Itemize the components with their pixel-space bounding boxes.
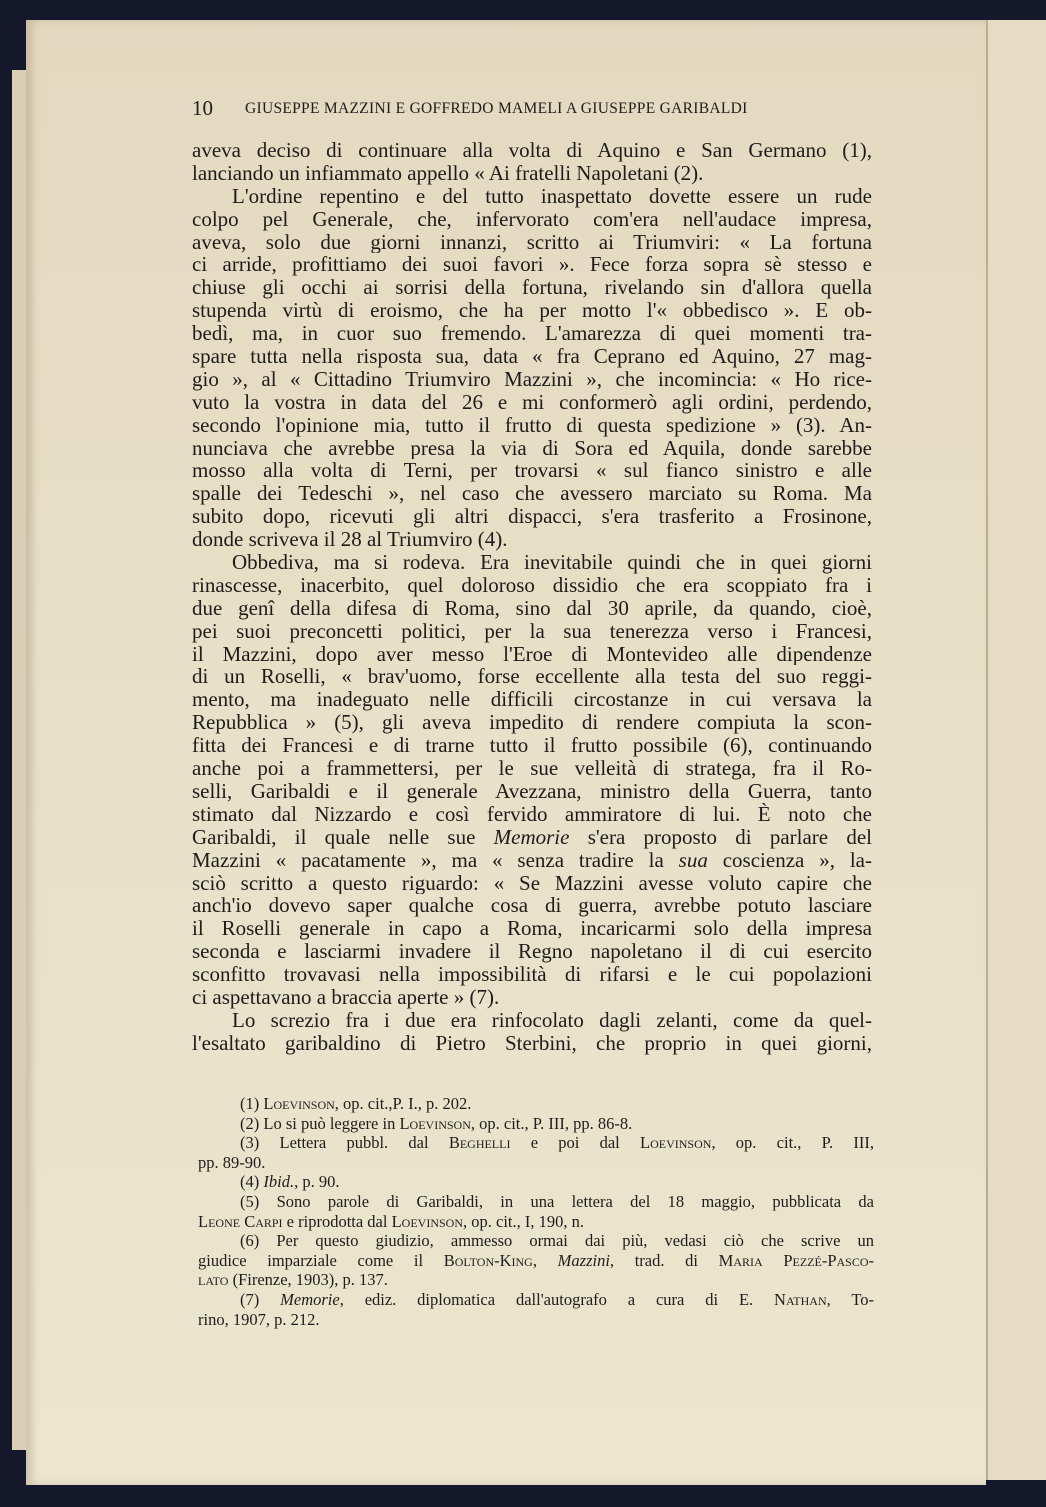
page-header bbox=[192, 96, 822, 120]
text-segment: Lo screzio fra i due era rinfocolato dagli zelanti, come da quel- bbox=[232, 1008, 872, 1032]
text-line bbox=[192, 185, 872, 208]
text-line bbox=[192, 345, 872, 368]
text-segment: seconda e lasciarmi invadere il Regno napoletano il di cui esercito bbox=[192, 940, 872, 964]
text-line bbox=[192, 917, 872, 940]
text-line bbox=[192, 574, 872, 597]
footnote-line bbox=[198, 1212, 874, 1232]
footnote-line bbox=[198, 1114, 874, 1134]
small-caps-name: Nathan bbox=[774, 1289, 827, 1309]
text-line bbox=[192, 276, 872, 299]
text-line bbox=[192, 940, 872, 963]
footnote-line bbox=[198, 1172, 874, 1192]
footnote-line bbox=[198, 1192, 874, 1212]
text-segment: mento, ma inadeguato nelle difficili circostanze in cui versava la bbox=[192, 688, 872, 712]
text-line bbox=[192, 688, 872, 711]
text-line bbox=[192, 826, 872, 849]
text-segment: (6) Per questo giudizio, ammesso ormai dai più, vedasi ciò che scrive un bbox=[240, 1231, 874, 1251]
text-line bbox=[192, 803, 872, 826]
text-segment: aveva deciso di continuare alla volta di Aquino e San Germano (1), bbox=[192, 139, 872, 162]
text-line bbox=[192, 780, 872, 803]
text-line bbox=[192, 757, 872, 780]
text-segment: , trad. di bbox=[609, 1250, 719, 1270]
text-segment: , bbox=[532, 1250, 558, 1270]
text-line bbox=[192, 322, 872, 345]
text-segment: rinascesse, inacerbito, quel doloroso dissidio che era scoppiato fra i bbox=[192, 573, 872, 597]
small-caps-name: Loevinson bbox=[391, 1211, 464, 1231]
text-segment: due genî della difesa di Roma, sino dal 30 aprile, da quando, cioè, bbox=[192, 596, 872, 620]
text-segment: , op. cit., P. III, pp. 86-8. bbox=[470, 1113, 633, 1133]
text-segment: (5) Sono parole di Garibaldi, in una lettera del 18 maggio, pubblicata da bbox=[240, 1191, 874, 1211]
small-caps-name: Leone Carpi bbox=[198, 1211, 283, 1231]
text-segment: colpo pel Generale, che, infervorato com'era nell'audace impresa, bbox=[192, 207, 872, 231]
text-segment: ci arride, profittiamo dei suoi favori ». Fece forza sopra sè stesso e bbox=[192, 253, 872, 277]
text-segment: bedì, ma, in cuor suo fremendo. L'amarezza di quei momenti tra- bbox=[192, 322, 872, 346]
text-segment: sciò scritto a questo riguardo: « Se Mazzini avesse voluto capire che bbox=[192, 871, 872, 895]
text-segment: mosso alla volta di Terni, per trovarsi « sul fianco sinistro e alle bbox=[192, 459, 872, 483]
text-line bbox=[192, 437, 872, 460]
text-segment: (4) bbox=[240, 1172, 264, 1192]
text-segment: e riprodotta dal bbox=[282, 1211, 392, 1231]
text-segment: Repubblica » (5), gli aveva impedito di rendere compiuta la scon- bbox=[192, 711, 872, 735]
text-segment: il Mazzini, dopo aver messo l'Eroe di Montevideo alle dipendenze bbox=[192, 642, 872, 666]
text-segment: , op. cit., P. III, bbox=[711, 1133, 874, 1153]
text-line bbox=[192, 482, 872, 505]
text-line bbox=[192, 665, 872, 688]
text-segment: subito dopo, ricevuti gli altri dispacci, s'era trasferito a Frosinone, bbox=[192, 505, 872, 529]
italic-text: Memorie bbox=[493, 825, 570, 849]
footnote-line bbox=[198, 1270, 874, 1290]
text-line bbox=[192, 597, 872, 620]
text-segment: anch'io dovevo saper qualche cosa di guerra, avrebbe potuto lasciare bbox=[192, 894, 872, 918]
text-line bbox=[192, 1009, 872, 1032]
text-segment: L'ordine repentino e del tutto inaspettato dovette essere un rude bbox=[232, 184, 872, 208]
text-segment: ci aspettavano a braccia aperte » (7). bbox=[192, 985, 500, 1009]
text-line bbox=[192, 208, 872, 231]
text-segment: , p. 90. bbox=[294, 1172, 340, 1192]
text-segment: sconfitto trovavasi nella impossibilità di rifarsi e le cui popolazioni bbox=[192, 963, 872, 986]
text-segment: (3) Lettera pubbl. dal bbox=[240, 1133, 449, 1153]
small-caps-name: Loevinson bbox=[399, 1113, 471, 1133]
italic-text: Mazzini bbox=[557, 1250, 610, 1270]
text-segment: giudice imparziale come il bbox=[198, 1250, 444, 1270]
text-line bbox=[192, 459, 872, 482]
small-caps-name: Beghelli bbox=[448, 1133, 511, 1153]
text-segment: (Firenze, 1903), p. 137. bbox=[228, 1270, 388, 1290]
text-line bbox=[192, 299, 872, 322]
text-line bbox=[192, 643, 872, 666]
text-segment: , op. cit., I, 190, n. bbox=[463, 1211, 585, 1231]
text-segment: aveva, solo due giorni innanzi, scritto ai Triumviri: « La fortuna bbox=[192, 230, 872, 254]
footnote-line bbox=[198, 1231, 874, 1251]
text-segment: , op. cit.,P. I., p. 202. bbox=[334, 1094, 472, 1113]
italic-text: sua bbox=[678, 848, 708, 872]
text-segment: di un Roselli, « brav'uomo, forse eccellente alla testa del suo reggi- bbox=[192, 665, 872, 689]
small-caps-name: Loevinson bbox=[640, 1133, 712, 1153]
footnote-line bbox=[198, 1290, 874, 1310]
text-segment: (1) bbox=[240, 1094, 264, 1113]
text-segment: spalle dei Tedeschi », nel caso che avessero marciato su Roma. Ma bbox=[192, 482, 872, 506]
text-segment: gio », al « Cittadino Triumviro Mazzini », che incomincia: « Ho rice- bbox=[192, 367, 872, 391]
text-line bbox=[192, 986, 872, 1009]
text-segment: secondo l'opinione mia, tutto il frutto di questa spedizione » (3). An- bbox=[192, 413, 872, 437]
text-segment: nunciava che avrebbe presa la via di Sora ed Aquila, donde sarebbe bbox=[192, 436, 872, 460]
text-segment: pp. 89-90. bbox=[198, 1152, 266, 1172]
text-segment: coscienza », la- bbox=[707, 848, 872, 872]
text-segment: Mazzini « pacatamente », ma « senza tradire la bbox=[192, 848, 679, 872]
text-line bbox=[192, 963, 872, 986]
body-text bbox=[192, 139, 872, 1055]
adjacent-page bbox=[986, 20, 1046, 1480]
text-line bbox=[192, 368, 872, 391]
text-segment: fitta dei Francesi e di trarne tutto il frutto possibile (6), continuando bbox=[192, 734, 872, 758]
text-segment: s'era proposto di parlare del bbox=[569, 825, 872, 849]
small-caps-name: lato bbox=[198, 1270, 229, 1290]
text-line bbox=[192, 528, 872, 551]
text-line bbox=[192, 551, 872, 574]
text-line bbox=[192, 253, 872, 276]
italic-text: Memorie bbox=[280, 1289, 340, 1309]
text-segment: l'esaltato garibaldino di Pietro Sterbini, che proprio in quei giorni, bbox=[192, 1031, 872, 1055]
text-segment: rino, 1907, p. 212. bbox=[198, 1309, 320, 1329]
text-segment: anche poi a frammettersi, per le sue velleità di stratega, fra il Ro- bbox=[192, 757, 872, 780]
text-segment: (2) Lo si può leggere in bbox=[240, 1113, 400, 1133]
running-head: GIUSEPPE MAZZINI E GOFFREDO MAMELI A GIUSEPPE GARIBALDI bbox=[245, 100, 748, 117]
text-segment: spare tutta nella risposta sua, data « fra Ceprano ed Aquino, 27 mag- bbox=[192, 345, 872, 368]
text-segment: il Roselli generale in capo a Roma, incaricarmi solo della impresa bbox=[192, 917, 872, 941]
text-line bbox=[192, 414, 872, 437]
text-line bbox=[192, 391, 872, 414]
text-line bbox=[192, 505, 872, 528]
italic-text: Ibid. bbox=[263, 1172, 295, 1192]
text-line bbox=[192, 872, 872, 895]
page-number: 10 bbox=[192, 96, 213, 120]
text-segment: selli, Garibaldi e il generale Avezzana, ministro della Guerra, tanto bbox=[192, 779, 872, 803]
text-segment: stupenda virtù di eroismo, che ha per motto l'« obbedisco ». E ob- bbox=[192, 299, 872, 323]
text-segment: , ediz. diplomatica dall'autografo a cura di E. bbox=[339, 1289, 775, 1309]
text-line bbox=[192, 162, 872, 185]
footnote-line bbox=[198, 1153, 874, 1173]
small-caps-name: Bolton-King bbox=[443, 1250, 533, 1270]
text-segment: chiuse gli occhi ai sorrisi della fortuna, rivelando sin d'allora quella bbox=[192, 276, 872, 300]
text-line bbox=[192, 1032, 872, 1055]
footnote-line bbox=[198, 1251, 874, 1271]
text-segment: vuto la vostra in data del 26 e mi conformerò agli ordini, perdendo, bbox=[192, 390, 872, 414]
text-segment: lanciando un infiammato appello « Ai fratelli Napoletani (2). bbox=[192, 161, 704, 185]
text-segment: (7) bbox=[240, 1289, 281, 1309]
footnote-line bbox=[198, 1133, 874, 1153]
text-line bbox=[192, 231, 872, 254]
text-segment: Garibaldi, il quale nelle sue bbox=[192, 825, 494, 849]
text-segment: stimato dal Nizzardo e così fervido ammiratore di lui. È noto che bbox=[192, 802, 872, 826]
text-line bbox=[192, 849, 872, 872]
text-segment: e poi dal bbox=[510, 1133, 641, 1153]
text-segment: , To- bbox=[826, 1289, 874, 1309]
text-segment: pei suoi preconcetti politici, per la sua tenerezza verso i Francesi, bbox=[192, 619, 872, 643]
text-segment: donde scriveva il 28 al Triumviro (4). bbox=[192, 528, 508, 552]
small-caps-name: Loevinson bbox=[263, 1094, 335, 1113]
footnotes bbox=[198, 1094, 874, 1329]
text-line bbox=[192, 620, 872, 643]
text-line bbox=[192, 734, 872, 757]
text-line bbox=[192, 139, 872, 162]
footnote-line bbox=[198, 1310, 874, 1330]
text-line bbox=[192, 894, 872, 917]
text-segment: Obbediva, ma si rodeva. Era inevitabile quindi che in quei giorni bbox=[232, 551, 872, 574]
text-line bbox=[192, 711, 872, 734]
footnote-line bbox=[198, 1094, 874, 1114]
small-caps-name: Maria Pezzé-Pasco- bbox=[718, 1250, 874, 1270]
